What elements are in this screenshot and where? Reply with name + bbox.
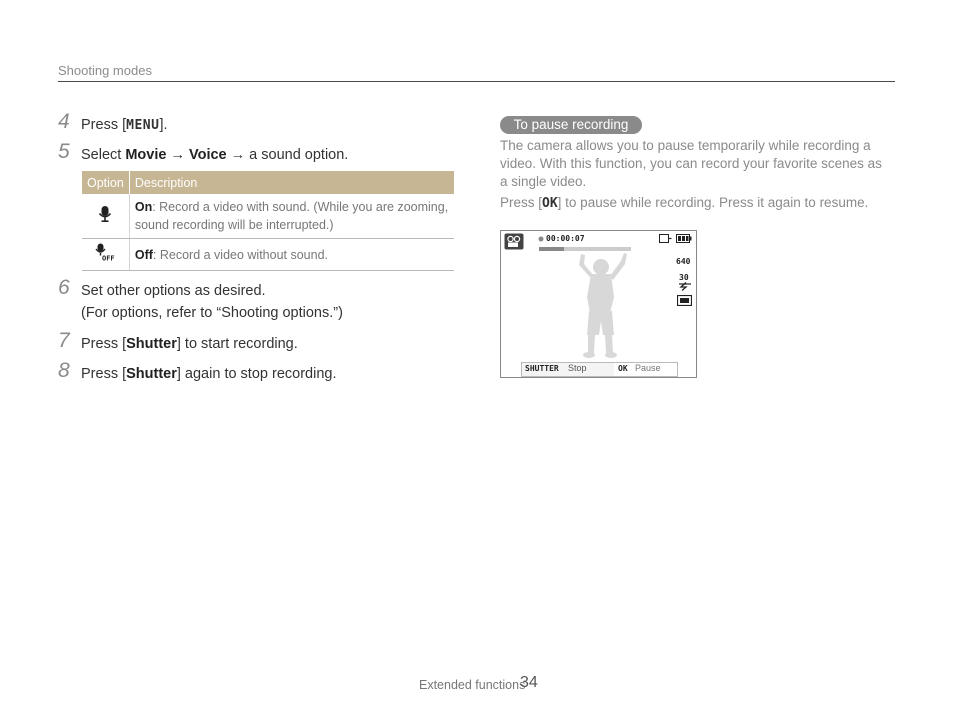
pause-recording-heading: To pause recording xyxy=(500,116,642,134)
page-number: 34 xyxy=(520,674,538,691)
movie-mode-icon xyxy=(504,233,524,250)
recording-dot-icon xyxy=(538,236,544,242)
pause-label: Pause xyxy=(635,363,661,373)
recording-progress-fill xyxy=(539,247,564,251)
mic-off-icon xyxy=(94,243,116,261)
description-column-header: Description xyxy=(129,171,454,194)
ok-key-label: OK xyxy=(542,196,558,211)
table-row xyxy=(82,194,454,239)
card-icon xyxy=(659,234,672,243)
step-text: Press [Shutter] to start recording. xyxy=(81,336,298,352)
step-text: Press [Shutter] again to stop recording. xyxy=(81,366,337,382)
mic-on-icon xyxy=(97,205,113,223)
resolution-indicator: 640 xyxy=(676,257,691,266)
flash-off-icon xyxy=(678,282,692,291)
option-name: On xyxy=(134,200,153,214)
pause-description: The camera allows you to pause temporarily while recording a video. With this function, you can record your favorite scenes as a single video. xyxy=(500,138,882,189)
soft-key-bar xyxy=(521,362,678,377)
table-row xyxy=(82,239,454,271)
recording-timer: 00:00:07 xyxy=(546,234,585,243)
voice-options-table xyxy=(82,171,454,271)
step-text: Set other options as desired. xyxy=(81,283,266,299)
description-cell: Off: Record a video without sound. xyxy=(129,239,454,271)
step-note-text: (For options, refer to “Shooting options.”) xyxy=(81,305,343,321)
step-number: 5 xyxy=(58,140,70,163)
option-cell xyxy=(82,194,129,239)
step-text: Select Movie → Voice → a sound option. xyxy=(81,147,349,163)
shutter-key-label: Shutter xyxy=(126,366,177,382)
movie-label: Movie xyxy=(125,147,167,163)
step-text: Press [MENU]. xyxy=(81,117,168,133)
description-cell: On: Record a video with sound. (While you are zooming, sound recording will be interrupted.) xyxy=(129,194,454,239)
step-number: 6 xyxy=(58,276,70,299)
step-number: 7 xyxy=(58,329,70,352)
stabilizer-icon xyxy=(677,295,692,306)
shutter-soft-key: SHUTTER xyxy=(525,364,559,373)
frame-rate-indicator: 30 xyxy=(679,273,689,282)
option-cell xyxy=(82,239,129,271)
shutter-key-label: Shutter xyxy=(126,336,177,352)
footer-section: Extended functions xyxy=(419,678,526,692)
section-title: Shooting modes xyxy=(58,63,152,78)
camera-screen-illustration xyxy=(500,230,697,378)
stop-label: Stop xyxy=(568,363,587,373)
person-silhouette xyxy=(569,251,631,361)
step-number: 8 xyxy=(58,359,70,382)
svg-text:OFF: OFF xyxy=(102,254,116,261)
ok-soft-key: OK xyxy=(618,364,628,373)
pause-instruction: Press [OK] to pause while recording. Press it again to resume. xyxy=(500,195,869,211)
option-column-header: Option xyxy=(82,171,129,194)
voice-label: Voice xyxy=(189,147,227,163)
menu-key-label: MENU xyxy=(126,118,160,133)
header-divider xyxy=(58,81,895,82)
table-header-row xyxy=(82,171,454,194)
step-number: 4 xyxy=(58,110,70,133)
option-name: Off xyxy=(134,247,153,262)
battery-icon xyxy=(676,234,692,243)
